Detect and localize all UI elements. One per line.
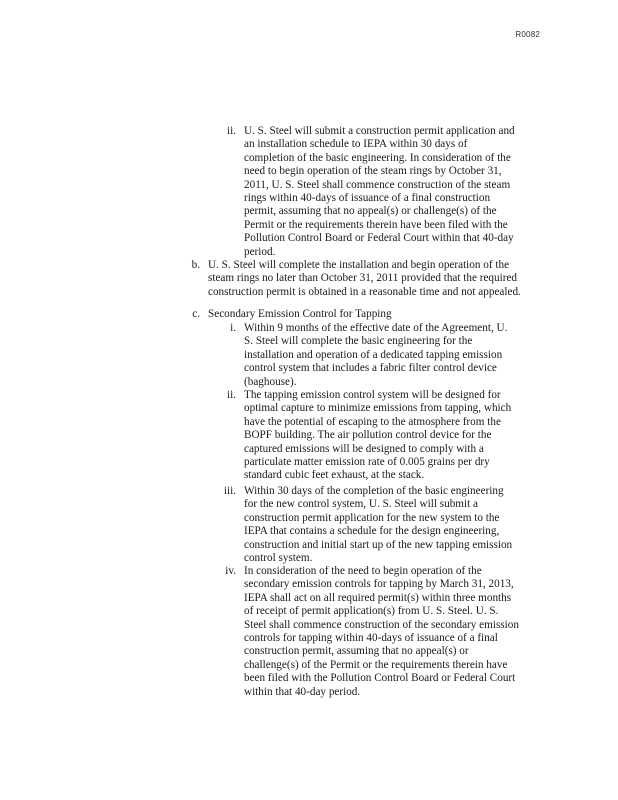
list-marker: ii. [226, 389, 236, 401]
list-item-c-i [230, 322, 519, 389]
list-item-c-iv [225, 565, 519, 699]
list-item-text: In consideration of the need to begin operation of the secondary emission controls for tapping by March 31, 2013, IEPA shall act on all required permit(s) within three months of receipt of permit application(s) from U. S. Steel. U. S. Steel shall commence construction of the secondary emission controls for tapping within 40-days of issuance of a final construction permit, assuming that no appeal(s) or challenge(s) of the Permit or the requirements therein have been filed with the Pollution Control Board or Federal Court within that 40-day period. [244, 565, 519, 698]
list-item-text: U. S. Steel will complete the installation and begin operation of the steam rings no later than October 31, 2011 provided that the required construction permit is obtained in a reasonable time and not appealed. [208, 259, 521, 298]
list-item-text: Within 9 months of the effective date of the Agreement, U. S. Steel will complete the basic engineering for the installation and operation of a dedicated tapping emission control system that includes a fabric filter control device (baghouse). [244, 322, 508, 388]
list-marker: ii. [226, 125, 236, 137]
list-item-text: The tapping emission control system will be designed for optimal capture to minimize emissions from tapping, which have the potential of escaping to the atmosphere from the BOPF building. The air pollution control device for the captured emissions will be designed to comply with a particulate matter emission rate of 0.005 grains per dry standard cubic feet exhaust, at the stack. [244, 389, 512, 482]
section-heading: Secondary Emission Control for Tapping [208, 308, 392, 320]
list-item-c-iii [223, 485, 519, 565]
list-marker: iv. [225, 565, 236, 577]
list-marker: b. [191, 259, 200, 271]
list-item-c-ii [226, 389, 519, 483]
list-item-text: Within 30 days of the completion of the basic engineering for the new control system, U. S. Steel will submit a construction permit application for the new system to the IEPA that contains a schedule for the design engineering, construction and initial start up of the new tapping emission control system. [244, 485, 513, 565]
list-item-b [191, 259, 523, 299]
list-marker: c. [192, 308, 200, 320]
page-number: R0082 [515, 30, 540, 39]
list-marker: iii. [223, 485, 236, 497]
list-marker: i. [230, 322, 236, 334]
list-item-text: U. S. Steel will submit a construction permit application and an installation schedule to IEPA within 30 days of completion of the basic engineering. In consideration of the need to begin operation of the steam rings by October 31, 2011, U. S. Steel shall commence construction of the steam rings within 40-days of issuance of a final construction permit, assuming that no appeal(s) or challenge(s) of the Permit or the requirements therein have been filed with the Pollution Control Board or Federal Court within that 40-day period. [244, 125, 515, 258]
list-item-c [192, 308, 523, 321]
list-item-ii-steam-rings-permit [226, 125, 519, 259]
